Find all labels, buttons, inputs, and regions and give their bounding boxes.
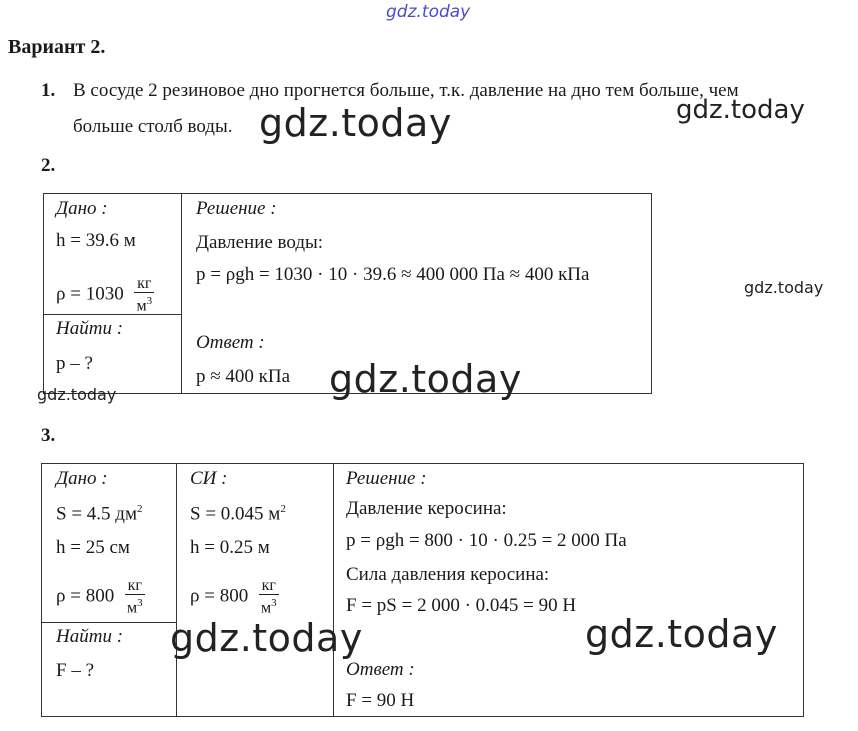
- task3-rho: [56, 578, 145, 616]
- task2-answer: p ≈ 400 кПа: [196, 366, 291, 387]
- task2-given-label: Дано :: [56, 198, 108, 219]
- task3-divider-1: [176, 463, 177, 716]
- task3-find-label: Найти :: [56, 626, 124, 647]
- watermark-task2: gdz.today: [329, 357, 522, 401]
- task3-S-value: S = 4.5 дм: [56, 503, 137, 525]
- task3-si-S-value: S = 0.045 м: [190, 503, 281, 525]
- task3-h: h = 25 см: [56, 537, 130, 558]
- task1-number: 1.: [41, 80, 56, 101]
- task3-S: [56, 503, 142, 525]
- task2-rho-unit-num: кг: [134, 276, 154, 293]
- task3-rho-unit-den: [125, 595, 145, 616]
- watermark-line1: gdz.today: [259, 101, 452, 145]
- task1-line1: В сосуде 2 резиновое дно прогнется больше, т.к. давление на дно тем больше, чем: [73, 80, 739, 101]
- task2-rho-unit-den-base: м: [136, 297, 147, 315]
- task3-si-rho-unit-den: [259, 595, 279, 616]
- task3-find: F – ?: [56, 660, 94, 681]
- task3-divider-2: [333, 463, 334, 716]
- task2-formula: p = ρgh = 1030 · 10 · 39.6 ≈ 400 000 Па ≈ 400 кПа: [196, 264, 590, 285]
- task2-rho-unit: [134, 276, 154, 314]
- watermark-left-small: gdz.today: [37, 385, 117, 404]
- task2-number: 2.: [41, 155, 56, 176]
- watermark-top-right: gdz.today: [676, 95, 805, 125]
- task3-answer: F = 90 Н: [346, 690, 415, 711]
- task3-force-label: Сила давления керосина:: [346, 564, 550, 585]
- task3-si-label: СИ :: [190, 468, 228, 489]
- task3-given-divider: [41, 622, 177, 623]
- task3-si-rho: [190, 578, 279, 616]
- watermark-task3-left: gdz.today: [170, 616, 363, 660]
- task2-answer-label: Ответ :: [196, 332, 265, 353]
- task3-si-h: h = 0.25 м: [190, 537, 270, 558]
- task3-si-S: [190, 503, 286, 525]
- task3-rho-unit: [125, 578, 145, 616]
- task3-force-formula: F = pS = 2 000 · 0.045 = 90 Н: [346, 595, 577, 616]
- task2-solution-label: Решение :: [196, 198, 277, 219]
- task3-si-rho-unit-den-base: м: [260, 599, 272, 617]
- task2-divider: [181, 193, 182, 393]
- task3-si-rho-unit-exp: 3: [271, 597, 277, 609]
- task2-rho: [56, 276, 154, 314]
- task2-h: h = 39.6 м: [56, 230, 136, 251]
- task3-S-exp: 2: [136, 503, 143, 515]
- watermark-top: gdz.today: [386, 2, 471, 22]
- task3-pressure-formula: p = ρgh = 800 · 10 · 0.25 = 2 000 Па: [346, 530, 627, 551]
- task2-rho-unit-den: [134, 293, 154, 314]
- task2-pressure-label: Давление воды:: [196, 232, 324, 253]
- task3-given-label: Дано :: [56, 468, 108, 489]
- watermark-task3-right: gdz.today: [585, 612, 778, 656]
- task3-si-rho-unit: [259, 578, 279, 616]
- task3-solution-label: Решение :: [346, 468, 427, 489]
- task3-rho-unit-den-base: м: [126, 599, 138, 617]
- task1-line2: больше столб воды.: [73, 116, 233, 137]
- task3-si-S-exp: 2: [280, 503, 286, 515]
- task3-pressure-label: Давление керосина:: [346, 498, 507, 519]
- watermark-right-small: gdz.today: [744, 278, 824, 297]
- task3-si-rho-value: ρ = 800: [190, 585, 249, 607]
- task2-rho-value: ρ = 1030: [56, 283, 124, 305]
- task3-answer-label: Ответ :: [346, 659, 415, 680]
- task3-rho-unit-exp: 3: [137, 597, 143, 609]
- task3-rho-value: ρ = 800: [56, 585, 115, 607]
- variant-heading: Вариант 2.: [8, 36, 106, 58]
- task3-number: 3.: [41, 425, 56, 446]
- task2-find-label: Найти :: [56, 318, 124, 339]
- task2-find: p – ?: [56, 353, 93, 374]
- task3-si-rho-unit-num: кг: [259, 578, 279, 595]
- task2-rho-unit-exp: 3: [146, 295, 153, 307]
- task3-rho-unit-num: кг: [125, 578, 145, 595]
